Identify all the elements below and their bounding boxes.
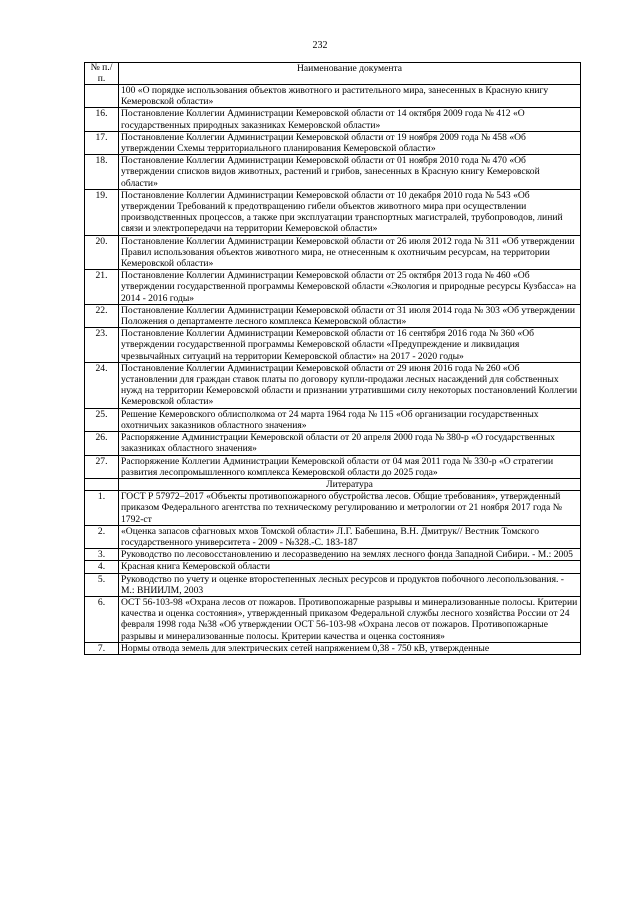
row-text: 100 «О порядке использования объектов животного и растительного мира, занесенных в Красную книгу Кемеровской области»	[119, 85, 581, 108]
row-number	[85, 85, 119, 108]
table-row	[85, 596, 581, 642]
row-text: Руководство по учету и оценке второстепенных лесных ресурсов и продуктов побочного лесопользования. - М.: ВНИИЛМ, 2003	[119, 573, 581, 596]
row-text: Постановление Коллегии Администрации Кемеровской области от 25 октября 2013 года № 460 «Об утверждении государственной программы Кемеровской области «Экология и природные ресурсы Кузбасса» на 2014 - 2016 годы»	[119, 270, 581, 305]
row-text: ОСТ 56-103-98 «Охрана лесов от пожаров. Противопожарные разрывы и минерализованные полосы. Критерии качества и оценка состояния», утвержденный приказом Федеральной службы лесного хозяйства России от 24 февраля 1998 года №38 «Об утверждении ОСТ 56-103-98 «Охрана лесов от пожаров. Противопожарные разрывы и минерализованные полосы. Критерии качества и оценка состояния»	[119, 596, 581, 642]
row-number: 24.	[85, 362, 119, 408]
row-number: 22.	[85, 304, 119, 327]
row-number: 2.	[85, 525, 119, 548]
row-text: Распоряжение Коллегии Администрации Кемеровской области от 04 мая 2011 года № 330-р «О стратегии развития лесопромышленного комплекса Кемеровской области до 2025 года»	[119, 455, 581, 478]
row-text: Решение Кемеровского облисполкома от 24 марта 1964 года № 115 «Об организации государственных охотничьих заказников областного значения»	[119, 408, 581, 431]
section-number	[85, 478, 119, 490]
documents-table	[84, 62, 581, 655]
row-number: 1.	[85, 491, 119, 526]
row-text: Постановление Коллегии Администрации Кемеровской области от 26 июля 2012 года № 311 «Об утверждении Правил использования объектов животного мира, не отнесенным к охотничьим ресурсам, на территории Кемеровской области»	[119, 235, 581, 270]
header-document-name: Наименование документа	[119, 63, 581, 85]
table-row	[85, 304, 581, 327]
row-number: 26.	[85, 432, 119, 455]
row-text: Руководство по лесовосстановлению и лесоразведению на землях лесного фонда Западной Сибири. - М.: 2005	[119, 549, 581, 561]
section-title: Литература	[119, 478, 581, 490]
row-text: ГОСТ Р 57972–2017 «Объекты противопожарного обустройства лесов. Общие требования», утвержденный приказом Федерального агентства по техническому регулированию и метрологии от 21 ноября 2017 года № 1792-ст	[119, 491, 581, 526]
row-number: 3.	[85, 549, 119, 561]
row-number: 20.	[85, 235, 119, 270]
row-text: «Оценка запасов сфагновых мхов Томской области» Л.Г. Бабешина, В.Н. Дмитрук// Вестник Томского государственного университета - 2009 - №328.-С. 183-187	[119, 525, 581, 548]
table-row	[85, 189, 581, 235]
table-row	[85, 525, 581, 548]
row-text: Постановление Коллегии Администрации Кемеровской области от 29 июня 2016 года № 260 «Об установлении для граждан ставок платы по договору купли-продажи лесных насаждений для собственных нужд на территории Кемеровской области и признании утратившими силу некоторых постановлений Коллегии Кемеровской области»	[119, 362, 581, 408]
row-number: 6.	[85, 596, 119, 642]
row-number: 27.	[85, 455, 119, 478]
row-text: Постановление Коллегии Администрации Кемеровской области от 01 ноября 2010 года № 470 «Об утверждении списков видов животных, растений и грибов, занесенных в Красную книгу Кемеровской области»	[119, 155, 581, 190]
table-row	[85, 549, 581, 561]
table-row	[85, 328, 581, 363]
row-number: 25.	[85, 408, 119, 431]
table-row	[85, 642, 581, 654]
section-row	[85, 478, 581, 490]
row-number: 19.	[85, 189, 119, 235]
row-text: Нормы отвода земель для электрических сетей напряжением 0,38 - 750 кВ, утвержденные	[119, 642, 581, 654]
page-number: 232	[312, 40, 328, 51]
table-row	[85, 491, 581, 526]
row-text: Постановление Коллегии Администрации Кемеровской области от 19 ноября 2009 года № 458 «Об утверждении Схемы территориального планирования Кемеровской области»	[119, 131, 581, 154]
table-row	[85, 432, 581, 455]
table-row	[85, 573, 581, 596]
row-text: Распоряжение Администрации Кемеровской области от 20 апреля 2000 года № 380-р «О государственных заказниках областного значения»	[119, 432, 581, 455]
table-row	[85, 85, 581, 108]
row-number: 4.	[85, 561, 119, 573]
table-row	[85, 155, 581, 190]
row-number: 16.	[85, 108, 119, 131]
row-number: 18.	[85, 155, 119, 190]
table-row	[85, 362, 581, 408]
table-row	[85, 235, 581, 270]
row-number: 21.	[85, 270, 119, 305]
row-text: Красная книга Кемеровской области	[119, 561, 581, 573]
row-text: Постановление Коллегии Администрации Кемеровской области от 31 июля 2014 года № 303 «Об утверждении Положения о департаменте лесного комплекса Кемеровской области»	[119, 304, 581, 327]
row-number: 7.	[85, 642, 119, 654]
table-row	[85, 108, 581, 131]
row-text: Постановление Коллегии Администрации Кемеровской области от 14 октября 2009 года № 412 «О государственных природных заказниках Кемеровской области»	[119, 108, 581, 131]
table-row	[85, 408, 581, 431]
row-number: 5.	[85, 573, 119, 596]
table-row	[85, 270, 581, 305]
table-row	[85, 131, 581, 154]
header-number: № п./п.	[85, 63, 119, 85]
row-text: Постановление Коллегии Администрации Кемеровской области от 10 декабря 2010 года № 543 «Об утверждении Требований к предотвращению гибели объектов животного мира при осуществлении производственных процессов, а также при эксплуатации транспортных магистралей, трубопроводов, линий связи и электропередачи на территории Кемеровской области»	[119, 189, 581, 235]
row-number: 17.	[85, 131, 119, 154]
row-number: 23.	[85, 328, 119, 363]
table-row	[85, 455, 581, 478]
row-text: Постановление Коллегии Администрации Кемеровской области от 16 сентября 2016 года № 360 «Об утверждении государственной программы Кемеровской области «Предупреждение и ликвидация чрезвычайных ситуаций на территории Кемеровской области» на 2017 - 2020 годы»	[119, 328, 581, 363]
table-row	[85, 561, 581, 573]
table-header-row	[85, 63, 581, 85]
